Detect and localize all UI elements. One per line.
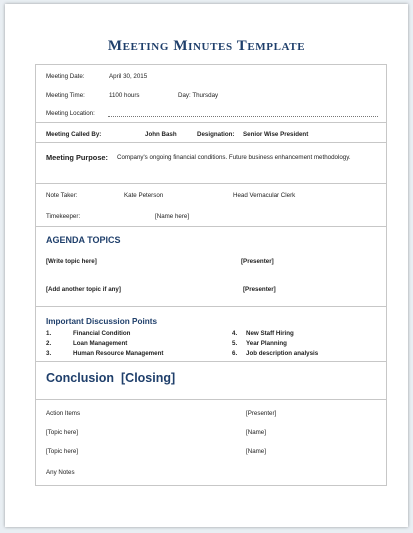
purpose-value: Company's ongoing financial conditions. Future business enhancement methodology. xyxy=(117,154,351,161)
divider xyxy=(36,361,386,362)
discussion-heading: Important Discussion Points xyxy=(46,317,157,326)
discussion-item: New Staff Hiring xyxy=(246,330,294,337)
discussion-item: Financial Condition xyxy=(73,330,131,337)
agenda-topic-2: [Add another topic if any] xyxy=(46,286,121,293)
agenda-topic-1: [Write topic here] xyxy=(46,258,97,265)
divider xyxy=(36,226,386,227)
called-by-value: John Bash xyxy=(145,131,177,138)
agenda-heading: AGENDA TOPICS xyxy=(46,235,121,245)
discussion-num: 5. xyxy=(232,340,238,347)
any-notes-label: Any Notes xyxy=(46,469,75,476)
divider xyxy=(36,142,386,143)
discussion-item: Loan Management xyxy=(73,340,128,347)
action-name-1: [Name] xyxy=(246,429,266,436)
document-page xyxy=(5,4,408,527)
meeting-location-line xyxy=(108,116,378,117)
note-taker-value: Kate Peterson xyxy=(124,192,164,199)
meeting-day: Day: Thursday xyxy=(178,92,219,99)
discussion-item: Job description analysis xyxy=(246,350,319,357)
document-title: Meeting Minutes Template xyxy=(107,38,306,54)
timekeeper-label: Timekeeper: xyxy=(46,213,81,220)
discussion-num: 3. xyxy=(46,350,52,357)
timekeeper-value: [Name here] xyxy=(155,213,190,220)
discussion-item: Human Resource Management xyxy=(73,350,164,357)
divider xyxy=(36,399,386,400)
action-name-2: [Name] xyxy=(246,448,266,455)
divider xyxy=(36,183,386,184)
minutes-form xyxy=(35,64,387,486)
designation-value: Senior Wise President xyxy=(243,131,309,138)
agenda-presenter-1: [Presenter] xyxy=(241,258,274,265)
meeting-date-label: Meeting Date: xyxy=(46,73,85,80)
meeting-date-value: April 30, 2015 xyxy=(109,73,148,80)
action-topic-2: [Topic here] xyxy=(46,448,78,455)
designation-label: Designation: xyxy=(197,131,235,138)
called-by-label: Meeting Called By: xyxy=(46,131,102,138)
discussion-item: Year Planning xyxy=(246,340,287,347)
note-taker-label: Note Taker: xyxy=(46,192,78,199)
discussion-num: 2. xyxy=(46,340,52,347)
agenda-presenter-2: [Presenter] xyxy=(243,286,276,293)
action-topic-1: [Topic here] xyxy=(46,429,78,436)
purpose-label: Meeting Purpose: xyxy=(46,153,109,162)
discussion-num: 1. xyxy=(46,330,52,337)
divider xyxy=(36,306,386,307)
discussion-num: 4. xyxy=(232,330,238,337)
meeting-time-label: Meeting Time: xyxy=(46,92,85,99)
meeting-time-value: 1100 hours xyxy=(109,92,140,99)
conclusion-heading: Conclusion [Closing] xyxy=(46,371,176,385)
discussion-num: 6. xyxy=(232,350,238,357)
divider xyxy=(36,122,386,123)
meeting-location-label: Meeting Location: xyxy=(46,110,95,117)
action-presenter-label: [Presenter] xyxy=(246,410,277,417)
note-taker-title: Head Vernacular Clerk xyxy=(233,192,296,199)
action-items-label: Action Items xyxy=(46,410,81,417)
